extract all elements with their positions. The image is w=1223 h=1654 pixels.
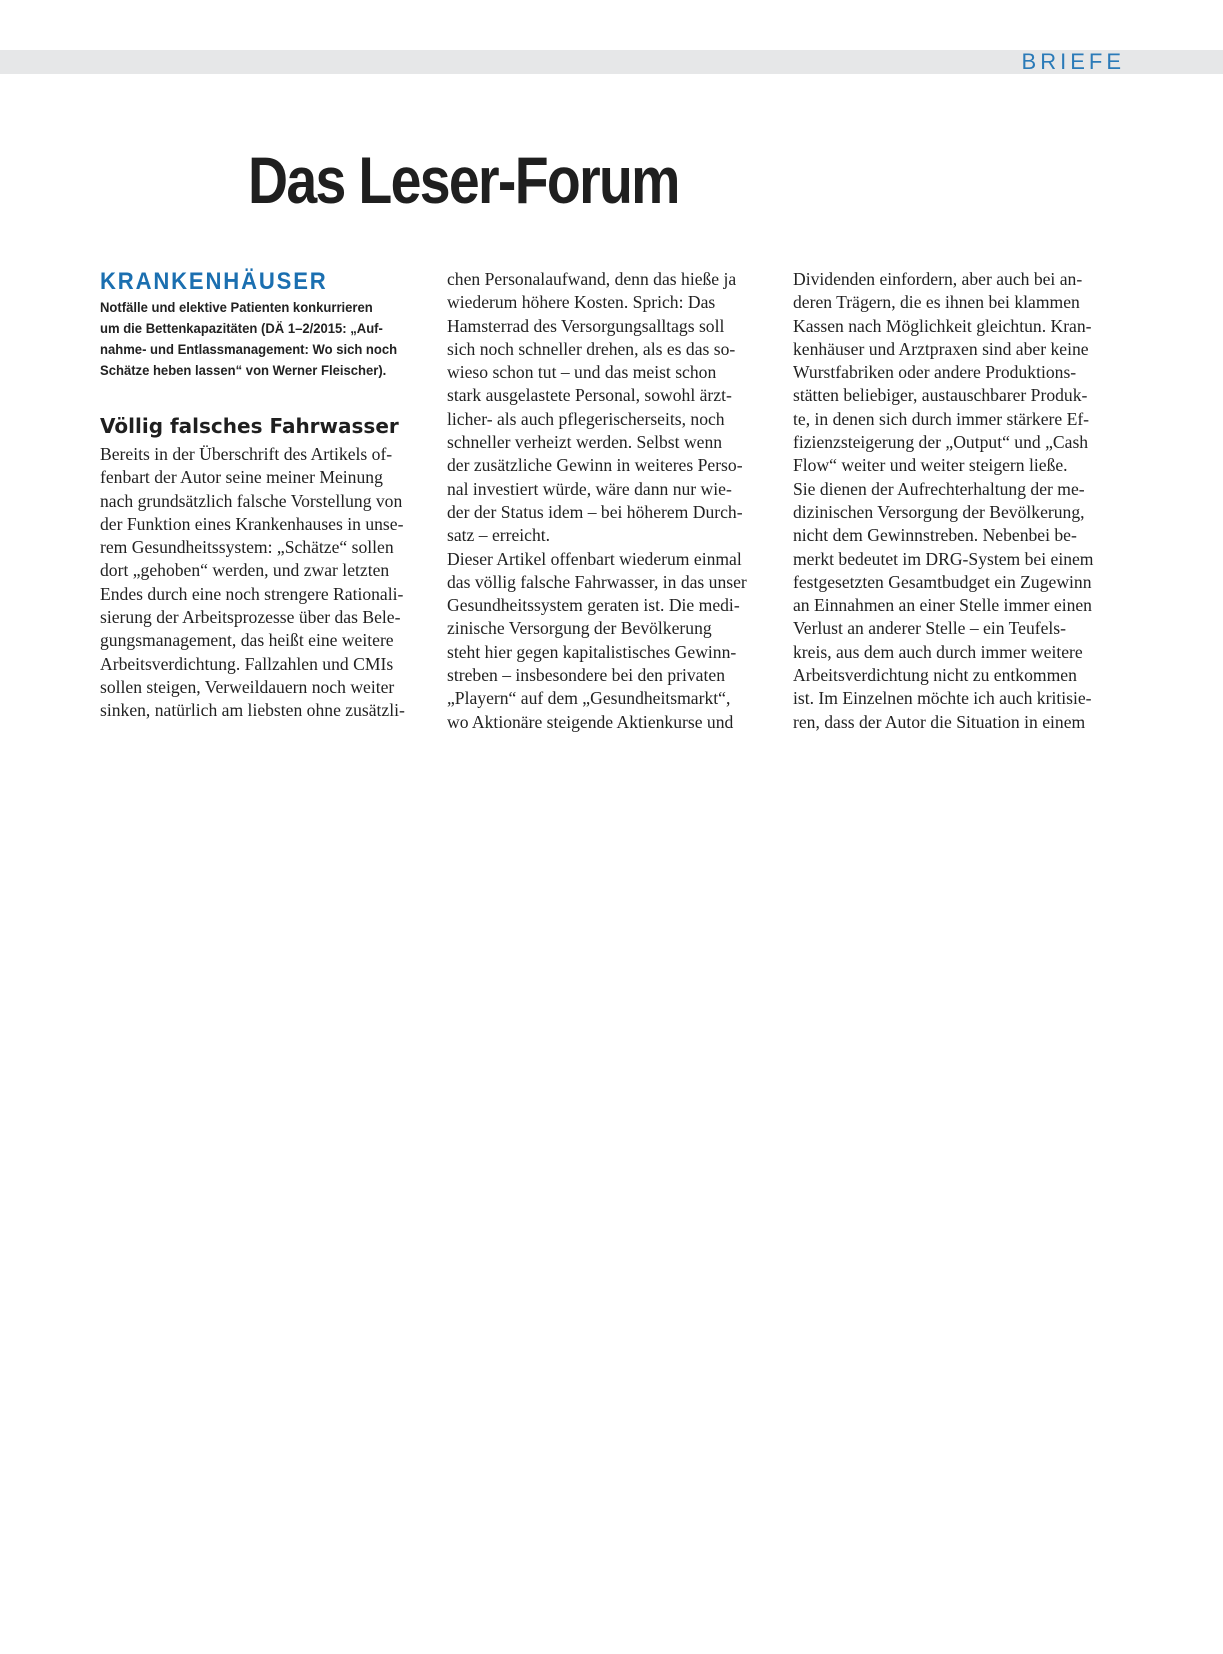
body-line: deren Trägern, die es ihnen bei klammen [793,292,1080,313]
body-line: nal investiert würde, wäre dann nur wie- [447,478,732,499]
body-line: te, in denen sich durch immer stärkere Ef- [793,408,1090,429]
body-line: „Playern“ auf dem „Gesundheitsmarkt“, [447,688,731,709]
body-line: Arbeitsverdichtung nicht zu entkommen [793,665,1077,686]
body-line: ist. Im Einzelnen möchte ich auch kritisie- [793,688,1092,709]
body-line: der zusätzliche Gewinn in weiteres Perso- [447,455,743,476]
body-line: sierung der Arbeitsprozesse über das Bele- [100,607,401,628]
reference-line: Schätze heben lassen“ von Werner Fleischer). [100,363,387,379]
text-column-1 [100,268,425,723]
body-line: der der Status idem – bei höherem Durch- [447,501,743,522]
body-line: fenbart der Autor seine meiner Meinung [100,467,383,488]
body-line: steht hier gegen kapitalistisches Gewinn- [447,641,737,662]
body-line: das völlig falsche Fahrwasser, in das unser [447,571,747,592]
body-line: streben – insbesondere bei den privaten [447,665,725,686]
body-line: schneller verheizt werden. Selbst wenn [447,432,723,453]
body-line: kenhäuser und Arztpraxen sind aber keine [793,338,1089,359]
body-line: stätten beliebiger, austauschbarer Produk- [793,385,1088,406]
body-line: licher- als auch pflegerischerseits, noch [447,408,725,429]
reference-line: Notfälle und elektive Patienten konkurrieren [100,300,373,316]
page-title: Das Leser-Forum [248,143,679,217]
body-line: rem Gesundheitssystem: „Schätze“ sollen [100,537,394,558]
text-column-2 [447,268,772,734]
body-line: Endes durch eine noch strengere Rationali- [100,583,404,604]
body-line: Sie dienen der Aufrechterhaltung der me- [793,478,1085,499]
body-line: kreis, aus dem auch durch immer weitere [793,641,1083,662]
body-line: Dividenden einfordern, aber auch bei an- [793,269,1083,289]
body-line: zinische Versorgung der Bevölkerung [447,618,712,639]
body-line: sinken, natürlich am liebsten ohne zusätzli- [100,700,405,721]
body-line: Kassen nach Möglichkeit gleichtun. Kran- [793,315,1092,336]
body-line: Dieser Artikel offenbart wiederum einmal [447,548,742,569]
body-line: Verlust an anderer Stelle – ein Teufels- [793,618,1067,639]
body-line: Bereits in der Überschrift des Artikels of- [100,444,393,464]
article-reference [100,298,425,382]
text-column-3 [793,268,1118,734]
body-line: gungsmanagement, das heißt eine weitere [100,630,394,651]
body-line: nach grundsätzlich falsche Vorstellung von [100,490,403,511]
letter-heading: Völlig falsches Fahrwasser [100,414,399,438]
body-line: der Funktion eines Krankenhauses in unse- [100,513,404,534]
body-line: wiederum höhere Kosten. Sprich: Das [447,292,716,313]
body-line: Arbeitsverdichtung. Fallzahlen und CMIs [100,653,394,674]
body-line: fizienzsteigerung der „Output“ und „Cash [793,432,1089,453]
topic-heading: KRANKENHÄUSER [100,268,328,295]
body-line: dort „gehoben“ werden, und zwar letzten [100,560,390,581]
body-line: sollen steigen, Verweildauern noch weiter [100,676,395,697]
column-1-body [100,443,425,723]
body-line: chen Personalaufwand, denn das hieße ja [447,269,737,289]
body-line: Gesundheitssystem geraten ist. Die medi- [447,595,740,616]
body-line: sich noch schneller drehen, als es das so- [447,338,736,359]
section-label: BRIEFE [1021,49,1125,74]
body-line: Hamsterrad des Versorgungsalltags soll [447,315,725,336]
body-line: Wurstfabriken oder andere Produktions- [793,362,1077,383]
body-line: wo Aktionäre steigende Aktienkurse und [447,711,734,732]
body-line: stark ausgelastete Personal, sowohl ärzt- [447,385,732,406]
reference-line: um die Bettenkapazitäten (DÄ 1–2/2015: „Auf- [100,321,383,337]
body-line: dizinischen Versorgung der Bevölkerung, [793,501,1085,522]
body-line: merkt bedeutet im DRG-System bei einem [793,548,1094,569]
body-line: nicht dem Gewinnstreben. Nebenbei be- [793,525,1077,546]
body-line: an Einnahmen an einer Stelle immer einen [793,595,1092,616]
body-line: wieso schon tut – und das meist schon [447,362,717,383]
body-line: satz – erreicht. [447,525,551,546]
body-line: Flow“ weiter und weiter steigern ließe. [793,455,1068,476]
reference-line: nahme- und Entlassmanagement: Wo sich noch [100,342,398,358]
body-line: ren, dass der Autor die Situation in einem [793,711,1086,732]
body-line: festgesetzten Gesamtbudget ein Zugewinn [793,571,1092,592]
